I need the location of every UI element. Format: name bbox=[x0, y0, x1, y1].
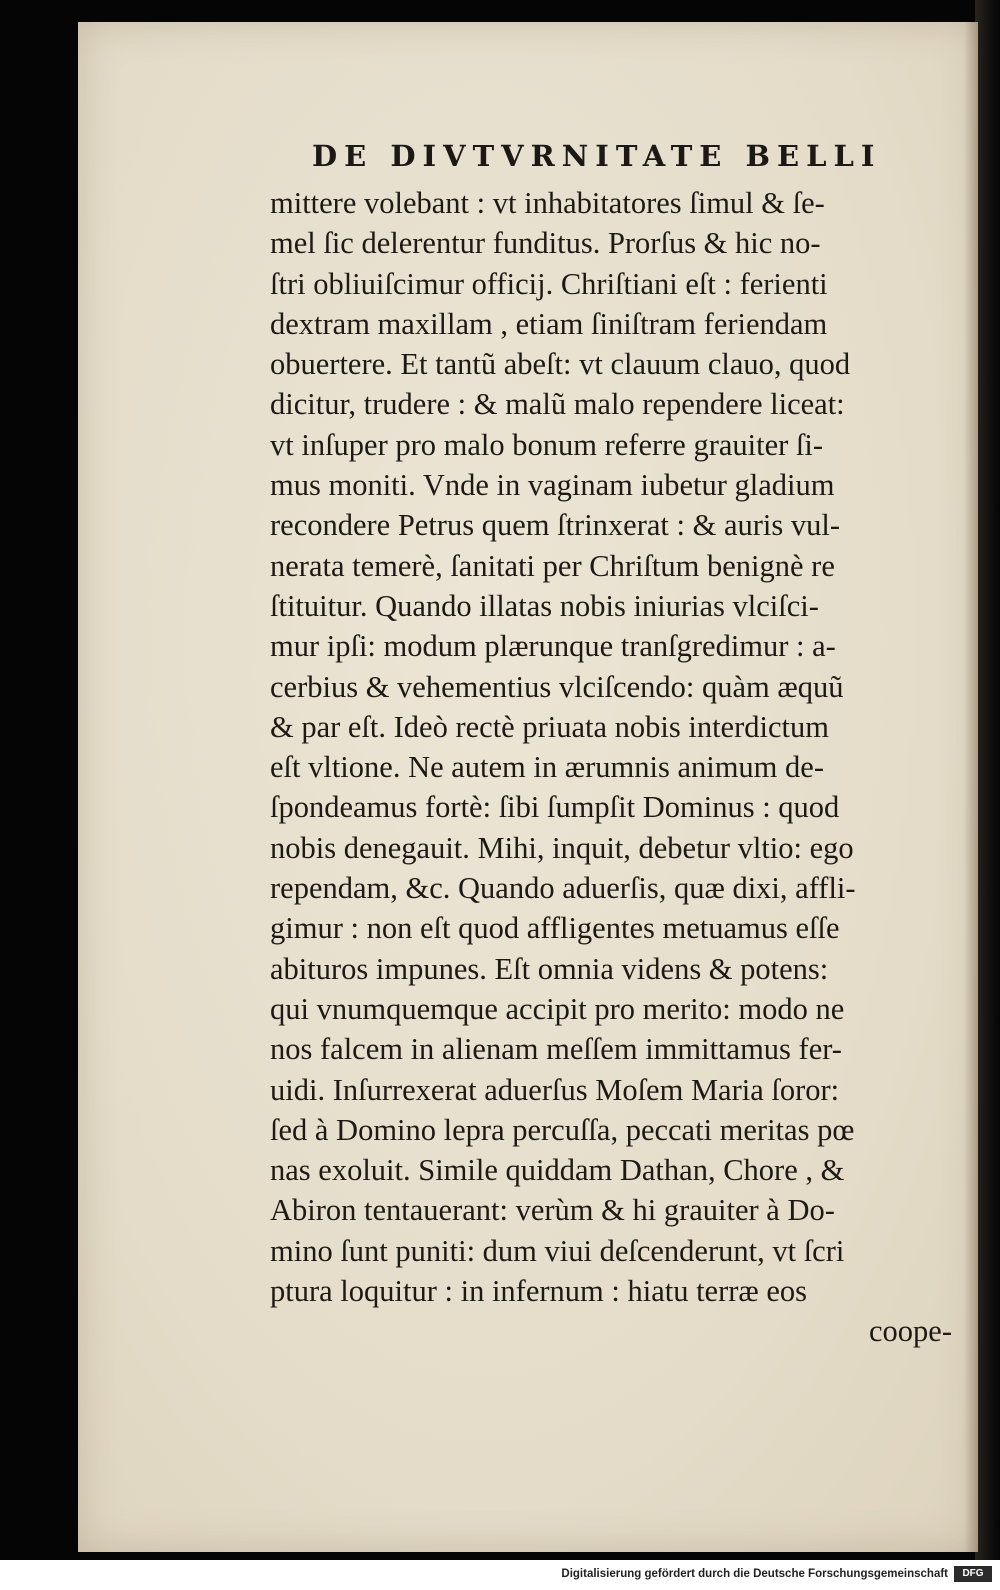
text-line: rependam, &c. Quando aduerſis, quæ dixi, affli- bbox=[270, 871, 856, 906]
text-line: cerbius & vehementius vlciſcendo: quàm æquũ bbox=[270, 669, 844, 704]
text-line: dicitur, trudere : & malũ malo rependere liceat: bbox=[270, 387, 845, 422]
text-block bbox=[270, 183, 960, 1352]
dfg-logo: DFG bbox=[954, 1566, 992, 1582]
catchword: coope- bbox=[869, 1314, 952, 1349]
text-line: qui vnumquemque accipit pro merito: modo ne bbox=[270, 991, 845, 1026]
running-head: DE DIVTVRNITATE BELLI bbox=[312, 139, 882, 173]
text-line: recondere Petrus quem ſtrinxerat : & auris vul- bbox=[270, 508, 840, 543]
text-line: gimur : non eſt quod affligentes metuamus eſſe bbox=[270, 911, 840, 946]
text-line: ſed à Domino lepra percuſſa, peccati meritas pœ bbox=[270, 1112, 855, 1147]
text-line: & par eſt. Ideò rectè priuata nobis interdictum bbox=[270, 709, 829, 744]
text-line: obuertere. Et tantũ abeſt: vt clauum clauo, quod bbox=[270, 347, 851, 382]
text-line: nerata temerè, ſanitati per Chriſtum benignè re bbox=[270, 548, 835, 583]
footer-bar bbox=[0, 1560, 1000, 1590]
text-line: nos falcem in alienam meſſem immittamus fer- bbox=[270, 1032, 842, 1067]
text-line: mel ſic delerentur funditus. Prorſus & hic no- bbox=[270, 226, 821, 261]
text-line: Abiron tentauerant: verùm & hi grauiter à Do- bbox=[270, 1193, 835, 1228]
text-line: mino ſunt puniti: dum viui deſcenderunt, vt ſcri bbox=[270, 1233, 845, 1268]
text-line: uidi. Inſurrexerat aduerſus Moſem Maria ſoror: bbox=[270, 1072, 840, 1107]
text-line: eſt vltione. Ne autem in ærumnis animum de- bbox=[270, 750, 824, 785]
page-gutter-shade bbox=[964, 22, 978, 1552]
text-line: ſtri obliuiſcimur officij. Chriſtiani eſt : ferienti bbox=[270, 266, 828, 301]
text-line: nobis denegauit. Mihi, inquit, debetur vltio: ego bbox=[270, 830, 854, 865]
text-line: mittere volebant : vt inhabitatores ſimul & ſe- bbox=[270, 186, 825, 220]
text-line: nas exoluit. Simile quiddam Dathan, Chore , & bbox=[270, 1153, 845, 1188]
text-line: ſpondeamus fortè: ſibi ſumpſit Dominus : quod bbox=[270, 790, 840, 825]
funding-credit: Digitalisierung gefördert durch die Deutsche Forschungsgemeinschaft bbox=[561, 1568, 948, 1580]
book-spine-shadow bbox=[975, 0, 1000, 1560]
text-line: dextram maxillam , etiam ſiniſtram feriendam bbox=[270, 306, 828, 341]
text-line: mur ipſi: modum plærunque tranſgredimur : a- bbox=[270, 629, 836, 664]
text-line: vt inſuper pro malo bonum referre grauiter ſi- bbox=[270, 427, 824, 462]
text-line: ptura loquitur : in infernum : hiatu terræ eos bbox=[270, 1274, 808, 1309]
text-line: mus moniti. Vnde in vaginam iubetur gladium bbox=[270, 468, 835, 503]
text-line: ſtituitur. Quando illatas nobis iniurias vlciſci- bbox=[270, 588, 819, 623]
text-line: abituros impunes. Eſt omnia videns & potens: bbox=[270, 951, 829, 986]
